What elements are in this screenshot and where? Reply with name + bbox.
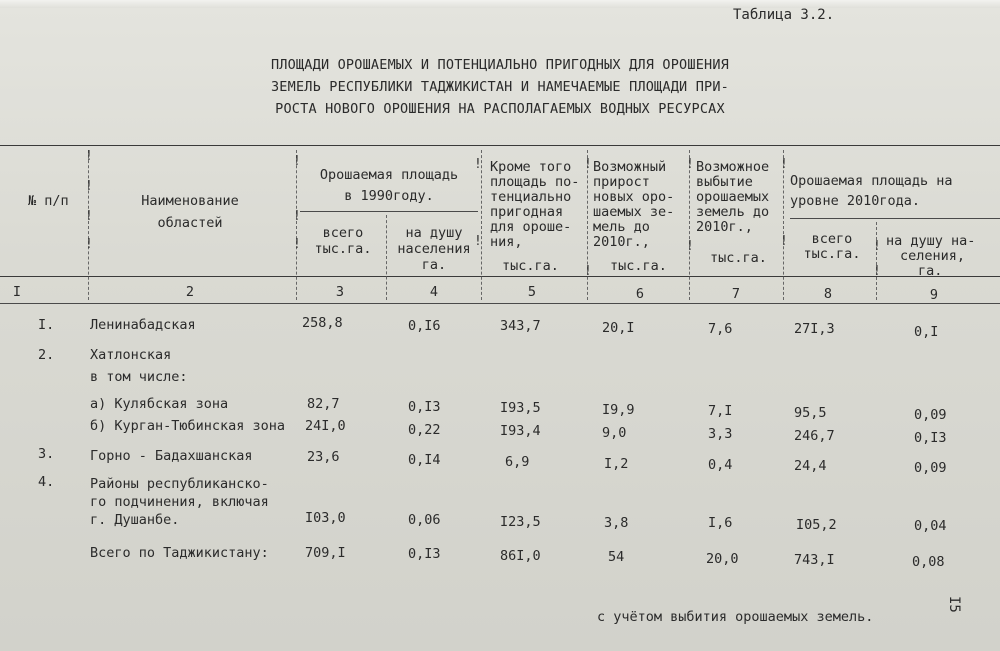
header-num: № п/п [28,193,69,209]
rule-mark: ! [873,239,881,254]
row-number: 2. [38,347,55,363]
title-line-1: ПЛОЩАДИ ОРОШАЕМЫХ И ПОТЕНЦИАЛЬНО ПРИГОДНЫХ ДЛЯ ОРОШЕНИЯ [270,57,730,73]
title-line-2: ЗЕМЕЛЬ РЕСПУБЛИКИ ТАДЖИКИСТАН И НАМЕЧАЕМЫЕ ПЛОЩАДИ ПРИ- [270,79,730,95]
row-name: г. Душанбе. [90,512,180,528]
header-growth-line: Возможный [593,159,667,175]
row-name: б) Курган-Тюбинская зона [90,418,286,434]
total-irrig1990-percap: 0,I3 [408,546,441,562]
table-top-rule [0,145,1000,146]
cell-irrig1990-percap: 0,I6 [408,318,441,334]
header-irrig2010-total-line: всего [811,231,853,247]
column-number: I [12,284,22,300]
column-number: 7 [731,286,741,302]
rule-mark: ! [873,264,881,279]
table-label: Таблица 3.2. [733,7,835,23]
row-number: 3. [38,446,55,462]
header-irrig1990-total-line: тыс.га. [314,241,372,257]
cell-irrig1990-total: I03,0 [305,510,346,526]
header-growth-line: тыс.га. [610,258,667,274]
rule-mark: ! [85,237,93,252]
cell-loss: 3,3 [708,426,733,442]
header-irrig2010-percap-line: селения, [900,248,966,264]
rule-mark: ! [780,234,788,249]
cell-loss: 0,4 [708,457,733,473]
column-number: 2 [185,284,195,300]
row-name: Хатлонская [90,347,172,363]
subheader-rule-2010 [790,218,1000,219]
cell-irrig2010-total: 24,4 [794,458,827,474]
header-separator [689,150,690,300]
row-name: Горно - Бадахшанская [90,448,253,464]
column-number: 3 [335,284,345,300]
header-potential-line: тыс.га. [502,258,559,274]
rule-mark: ! [85,209,93,224]
cell-irrig2010-total: 95,5 [794,405,827,421]
total-irrig2010-percap: 0,08 [912,554,945,570]
rule-mark: ! [686,239,694,254]
total-irrig1990-total: 709,I [305,545,346,561]
rule-mark: ! [293,209,301,224]
header-separator [296,150,297,300]
header-potential-line: Кроме того [490,159,572,175]
rule-mark: ! [584,264,592,279]
header-growth-line: новых оро- [593,189,675,205]
cell-irrig1990-total: 258,8 [302,315,343,331]
rule-mark: ! [85,179,93,194]
rule-mark: ! [293,154,301,169]
header-bottom-rule [0,276,1000,277]
cell-growth: 9,0 [602,425,627,441]
cell-irrig2010-percap: 0,04 [914,518,947,534]
cell-irrig1990-total: 82,7 [307,396,340,412]
row-name: в том числе: [90,369,188,385]
header-growth-line: шаемых зе- [593,204,675,220]
cell-growth: 3,8 [604,515,629,531]
header-loss-line: выбытие [696,174,753,190]
header-irrig1990-percap-line: на душу [405,225,463,241]
rule-mark: ! [293,237,301,252]
rule-mark: ! [780,157,788,172]
header-separator [386,215,387,300]
header-loss-line: орошаемых [696,189,770,205]
total-growth: 54 [608,549,625,565]
row-number: 4. [38,474,55,490]
header-irrig2010-line: Орошаемая площадь на [790,173,953,189]
page-top-edge [0,0,1000,8]
rule-mark: ! [474,157,482,172]
cell-potential: 6,9 [505,454,530,470]
colnum-bottom-rule [0,303,1000,304]
header-growth-line: мель до [593,219,650,235]
column-number: 8 [823,286,833,302]
header-potential-line: ния, [490,234,523,250]
total-row-name: Всего по Таджикистану: [90,545,269,561]
row-name: Районы республиканско- [90,476,269,492]
cell-irrig2010-total: 246,7 [794,428,835,444]
header-irrig1990-percap-line: га. [421,257,447,273]
header-separator [783,150,784,300]
cell-loss: 7,I [708,403,733,419]
cell-irrig2010-total: 27I,3 [794,321,835,337]
cell-potential: I23,5 [500,514,541,530]
cell-potential: 343,7 [500,318,541,334]
row-name: Ленинабадская [90,317,196,333]
page-number: I5 [946,596,962,613]
header-potential-line: пригодная [490,204,564,220]
header-growth-line: 2010г., [593,234,650,250]
header-irrig2010-percap-line: на душу на- [886,233,976,249]
cell-loss: I,6 [708,515,733,531]
header-irrig1990-line: Орошаемая площадь [319,167,459,183]
rule-mark: ! [686,157,694,172]
footnote: с учётом выбития орошаемых земель. [597,609,874,625]
header-name-line: областей [157,215,223,231]
header-growth-line: прирост [593,174,650,190]
cell-irrig1990-percap: 0,I3 [408,399,441,415]
total-irrig2010-total: 743,I [794,552,835,568]
header-potential-line: площадь по- [490,174,580,190]
column-number: 4 [429,284,439,300]
subheader-rule-1990 [300,211,478,212]
header-irrig1990-percap-line: населения [397,241,471,257]
cell-irrig2010-percap: 0,I [914,324,939,340]
title-line-3: РОСТА НОВОГО ОРОШЕНИЯ НА РАСПОЛАГАЕМЫХ ВОДНЫХ РЕСУРСАХ [275,101,725,117]
header-loss-line: Возможное [696,159,770,175]
cell-irrig1990-percap: 0,I4 [408,452,441,468]
cell-irrig1990-percap: 0,06 [408,512,441,528]
header-potential-line: для ороше- [490,219,572,235]
cell-irrig2010-percap: 0,09 [914,407,947,423]
header-separator [481,150,482,300]
cell-irrig1990-percap: 0,22 [408,422,441,438]
column-number: 9 [929,287,939,303]
rule-mark: ! [474,234,482,249]
header-irrig2010-percap-line: га. [918,263,943,279]
header-separator [876,222,877,300]
total-loss: 20,0 [706,551,739,567]
cell-irrig1990-total: 24I,0 [305,418,346,434]
cell-growth: 20,I [602,320,635,336]
header-separator [88,150,89,300]
column-number: 5 [527,284,537,300]
header-loss-line: земель до [696,204,770,220]
row-number: I. [38,317,55,333]
rule-mark: ! [85,149,93,164]
cell-irrig1990-total: 23,6 [307,449,340,465]
header-potential-line: тенциально [490,189,572,205]
cell-potential: I93,5 [500,400,541,416]
header-loss-line: тыс.га. [710,250,767,266]
header-irrig2010-total-line: тыс.га. [803,246,861,262]
column-number: 6 [635,286,645,302]
row-name: а) Кулябская зона [90,396,229,412]
header-name-line: Наименование [141,193,239,209]
header-irrig2010-line: уровне 2010года. [790,193,921,209]
rule-mark: ! [584,157,592,172]
row-name: го подчинения, включая [90,494,269,510]
header-loss-line: 2010г., [696,219,753,235]
cell-irrig2010-percap: 0,I3 [914,430,947,446]
cell-growth: I9,9 [602,402,635,418]
total-potential: 86I,0 [500,548,541,564]
cell-loss: 7,6 [708,321,733,337]
header-irrig1990-total-line: всего [322,225,364,241]
cell-irrig2010-percap: 0,09 [914,460,947,476]
header-irrig1990-line: в 1990году. [344,188,434,204]
cell-potential: I93,4 [500,423,541,439]
cell-irrig2010-total: I05,2 [796,517,837,533]
cell-growth: I,2 [604,456,629,472]
